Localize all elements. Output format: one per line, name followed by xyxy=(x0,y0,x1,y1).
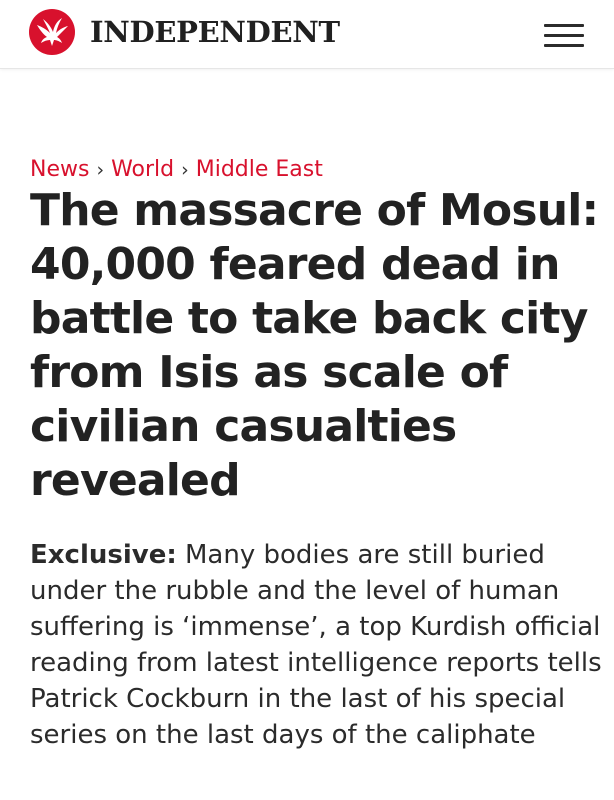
hamburger-icon-bar xyxy=(544,44,584,47)
site-header xyxy=(0,0,614,69)
chevron-right-icon: › xyxy=(96,159,105,181)
article-headline: The massacre of Mosul: 40,000 feared dead in battle to take back city from Isis as scale of civilian casualties revealed xyxy=(30,185,599,506)
menu-button[interactable] xyxy=(538,18,586,52)
hamburger-icon-bar xyxy=(544,34,584,37)
article-standfirst xyxy=(30,537,602,753)
hamburger-icon-bar xyxy=(544,24,584,27)
eagle-icon xyxy=(28,8,76,56)
standfirst-text: Many bodies are still buried under the rubble and the level of human suffering is ‘immense’, a top Kurdish official reading from latest intelligence reports tells Patrick Cockburn in the last of his special series on the last days of the caliphate xyxy=(30,540,602,750)
logo-wordmark: INDEPENDENT xyxy=(90,15,340,49)
breadcrumb-news-link[interactable]: News xyxy=(30,157,90,182)
breadcrumb-middle-east-link[interactable]: Middle East xyxy=(195,157,323,182)
breadcrumb-world-link[interactable]: World xyxy=(111,157,175,182)
breadcrumb xyxy=(30,156,323,184)
site-logo[interactable] xyxy=(28,8,340,56)
chevron-right-icon: › xyxy=(181,159,189,181)
exclusive-label: Exclusive: xyxy=(30,540,177,570)
